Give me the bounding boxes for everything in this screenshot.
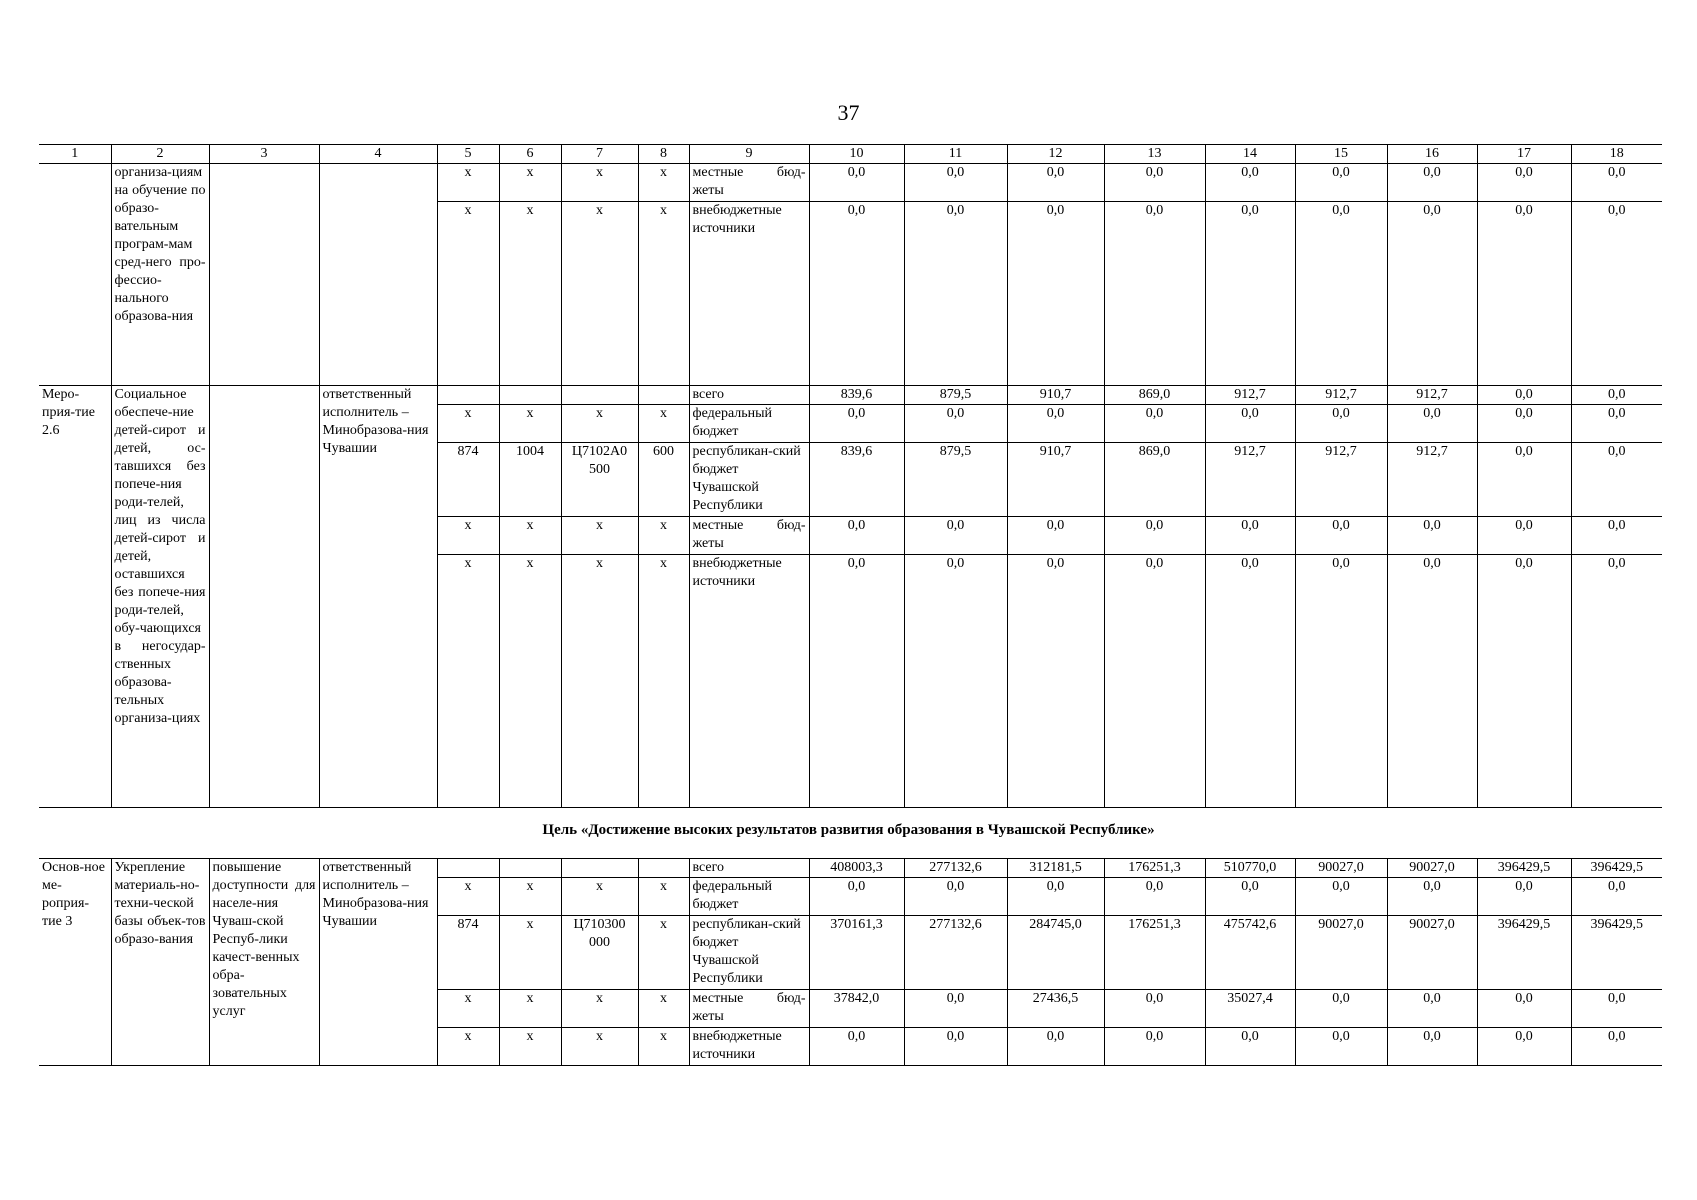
header-cell: 4 <box>319 145 437 164</box>
value-cell: 27436,5 <box>1007 990 1104 1028</box>
value-cell: 370161,3 <box>809 916 904 990</box>
value-cell: 0,0 <box>1007 1028 1104 1066</box>
value-cell: 0,0 <box>1007 405 1104 443</box>
target-article-cell: x <box>561 990 638 1028</box>
value-cell: 0,0 <box>1007 164 1104 202</box>
expense-type-cell: x <box>638 202 689 386</box>
value-cell: 0,0 <box>1477 405 1571 443</box>
page-number: 37 <box>837 100 860 125</box>
value-cell: 0,0 <box>1205 517 1295 555</box>
budget-table-bottom <box>39 858 1662 1066</box>
grbs-cell: x <box>437 555 499 808</box>
funding-source-cell: внебюджетные источники <box>689 1028 809 1066</box>
value-cell: 0,0 <box>1387 517 1477 555</box>
value-cell: 869,0 <box>1104 386 1205 405</box>
value-cell: 0,0 <box>1104 878 1205 916</box>
target-article-cell: x <box>561 555 638 808</box>
value-cell: 396429,5 <box>1571 859 1662 878</box>
value-cell: 0,0 <box>1477 1028 1571 1066</box>
value-cell: 0,0 <box>1477 202 1571 386</box>
value-cell: 0,0 <box>904 202 1007 386</box>
target-article-cell: x <box>561 517 638 555</box>
header-cell: 8 <box>638 145 689 164</box>
grbs-cell: x <box>437 1028 499 1066</box>
value-cell: 37842,0 <box>809 990 904 1028</box>
grbs-cell: x <box>437 164 499 202</box>
grbs-cell: x <box>437 878 499 916</box>
grbs-cell: 874 <box>437 443 499 517</box>
grbs-cell: x <box>437 990 499 1028</box>
table-row <box>39 386 1662 405</box>
funding-source-cell: внебюджетные источники <box>689 202 809 386</box>
header-cell: 1 <box>39 145 111 164</box>
value-cell: 277132,6 <box>904 859 1007 878</box>
target-article-cell: Ц7102А0 500 <box>561 443 638 517</box>
value-cell: 176251,3 <box>1104 916 1205 990</box>
value-cell: 0,0 <box>1205 1028 1295 1066</box>
budget-table-top <box>39 144 1662 808</box>
value-cell: 910,7 <box>1007 443 1104 517</box>
expense-type-cell: x <box>638 878 689 916</box>
value-cell: 912,7 <box>1205 386 1295 405</box>
value-cell: 0,0 <box>904 517 1007 555</box>
section-cell: x <box>499 1028 561 1066</box>
target-article-cell: x <box>561 1028 638 1066</box>
expense-type-cell: x <box>638 517 689 555</box>
target-article-cell: x <box>561 878 638 916</box>
header-cell: 18 <box>1571 145 1662 164</box>
expense-type-cell: x <box>638 990 689 1028</box>
header-cell: 5 <box>437 145 499 164</box>
executor-cell: ответственный исполнитель – Минобразова-ния Чувашии <box>319 859 437 1066</box>
header-cell: 17 <box>1477 145 1571 164</box>
value-cell: 912,7 <box>1295 386 1387 405</box>
value-cell: 90027,0 <box>1387 859 1477 878</box>
target-article-cell: x <box>561 164 638 202</box>
value-cell: 0,0 <box>1571 990 1662 1028</box>
value-cell: 0,0 <box>1477 386 1571 405</box>
value-cell: 35027,4 <box>1205 990 1295 1028</box>
funding-source-cell: местные бюд-жеты <box>689 990 809 1028</box>
value-cell: 277132,6 <box>904 916 1007 990</box>
section-cell: x <box>499 990 561 1028</box>
value-cell: 912,7 <box>1295 443 1387 517</box>
measure-name-cell: Социальное обеспече-ние детей-сирот и детей, ос-тавшихся без попече-ния роди-телей, лиц из числа детей-сирот и детей, оставшихся без попече-ния роди-телей, обу-чающихся в негосудар-ственных образова-тельных организа-циях <box>111 386 209 808</box>
value-cell: 0,0 <box>1205 405 1295 443</box>
value-cell: 0,0 <box>1295 878 1387 916</box>
value-cell: 0,0 <box>1571 405 1662 443</box>
section-cell <box>499 859 561 878</box>
measure-number-cell: Основ-ное ме-роприя-тие 3 <box>39 859 111 1066</box>
value-cell: 0,0 <box>1477 878 1571 916</box>
value-cell: 912,7 <box>1387 386 1477 405</box>
header-cell: 10 <box>809 145 904 164</box>
section-cell: x <box>499 164 561 202</box>
section-cell: 1004 <box>499 443 561 517</box>
value-cell: 0,0 <box>1477 517 1571 555</box>
value-cell: 0,0 <box>1571 386 1662 405</box>
value-cell: 0,0 <box>809 405 904 443</box>
header-cell: 2 <box>111 145 209 164</box>
value-cell: 0,0 <box>1571 443 1662 517</box>
funding-source-cell: республикан-ский бюджет Чувашской Республики <box>689 916 809 990</box>
value-cell: 408003,3 <box>809 859 904 878</box>
value-cell: 0,0 <box>904 164 1007 202</box>
value-cell: 910,7 <box>1007 386 1104 405</box>
funding-source-cell: республикан-ский бюджет Чувашской Республики <box>689 443 809 517</box>
value-cell: 0,0 <box>1205 202 1295 386</box>
expense-type-cell: x <box>638 164 689 202</box>
value-cell: 0,0 <box>904 555 1007 808</box>
value-cell: 0,0 <box>1295 405 1387 443</box>
value-cell: 0,0 <box>1387 202 1477 386</box>
value-cell: 0,0 <box>904 878 1007 916</box>
expense-type-cell: 600 <box>638 443 689 517</box>
value-cell: 0,0 <box>1571 517 1662 555</box>
value-cell: 0,0 <box>809 164 904 202</box>
expense-type-cell: x <box>638 555 689 808</box>
header-cell: 7 <box>561 145 638 164</box>
value-cell: 912,7 <box>1387 443 1477 517</box>
section-cell: x <box>499 202 561 386</box>
goal-cell <box>209 164 319 386</box>
value-cell: 0,0 <box>1104 1028 1205 1066</box>
target-article-cell: x <box>561 202 638 386</box>
target-article-cell <box>561 386 638 405</box>
value-cell: 0,0 <box>1295 164 1387 202</box>
value-cell: 0,0 <box>1571 202 1662 386</box>
value-cell: 0,0 <box>1571 878 1662 916</box>
value-cell: 0,0 <box>1571 164 1662 202</box>
goal-heading: Цель «Достижение высоких результатов развития образования в Чувашской Республике» <box>542 822 1155 838</box>
value-cell: 510770,0 <box>1205 859 1295 878</box>
value-cell: 0,0 <box>809 555 904 808</box>
goal-cell <box>209 386 319 808</box>
value-cell: 0,0 <box>1104 555 1205 808</box>
header-cell: 14 <box>1205 145 1295 164</box>
value-cell: 396429,5 <box>1571 916 1662 990</box>
value-cell: 0,0 <box>1007 555 1104 808</box>
column-number-header <box>39 145 1662 164</box>
value-cell: 0,0 <box>1477 990 1571 1028</box>
value-cell: 0,0 <box>904 1028 1007 1066</box>
grbs-cell: 874 <box>437 916 499 990</box>
value-cell: 0,0 <box>1387 555 1477 808</box>
value-cell: 284745,0 <box>1007 916 1104 990</box>
target-article-cell <box>561 859 638 878</box>
value-cell: 0,0 <box>1104 405 1205 443</box>
value-cell: 0,0 <box>904 990 1007 1028</box>
header-cell: 15 <box>1295 145 1387 164</box>
value-cell: 879,5 <box>904 386 1007 405</box>
section-cell: x <box>499 878 561 916</box>
measure-number-cell: Меро-прия-тие 2.6 <box>39 386 111 808</box>
target-article-cell: x <box>561 405 638 443</box>
value-cell: 0,0 <box>1477 443 1571 517</box>
funding-source-cell: федеральный бюджет <box>689 405 809 443</box>
col1-empty-cell <box>39 164 111 386</box>
value-cell: 0,0 <box>1571 1028 1662 1066</box>
value-cell: 0,0 <box>1477 164 1571 202</box>
value-cell: 0,0 <box>1295 990 1387 1028</box>
value-cell: 0,0 <box>904 405 1007 443</box>
value-cell: 0,0 <box>1387 405 1477 443</box>
goal-cell: повышение доступности для населе-ния Чуваш-ской Респуб-лики качест-венных обра-зовательных услуг <box>209 859 319 1066</box>
header-cell: 12 <box>1007 145 1104 164</box>
value-cell: 90027,0 <box>1387 916 1477 990</box>
value-cell: 0,0 <box>1205 555 1295 808</box>
header-cell: 9 <box>689 145 809 164</box>
value-cell: 0,0 <box>1205 164 1295 202</box>
value-cell: 0,0 <box>1387 164 1477 202</box>
funding-source-cell: местные бюд-жеты <box>689 517 809 555</box>
value-cell: 0,0 <box>809 1028 904 1066</box>
table-row <box>39 859 1662 878</box>
value-cell: 839,6 <box>809 386 904 405</box>
value-cell: 0,0 <box>809 878 904 916</box>
value-cell: 475742,6 <box>1205 916 1295 990</box>
funding-source-cell: всего <box>689 859 809 878</box>
executor-cell <box>319 164 437 386</box>
value-cell: 0,0 <box>1104 990 1205 1028</box>
expense-type-cell <box>638 859 689 878</box>
value-cell: 0,0 <box>1104 202 1205 386</box>
value-cell: 879,5 <box>904 443 1007 517</box>
value-cell: 396429,5 <box>1477 916 1571 990</box>
measure-name-cell: Укрепление материаль-но-техни-ческой базы объек-тов образо-вания <box>111 859 209 1066</box>
section-cell <box>499 386 561 405</box>
section-cell: x <box>499 555 561 808</box>
value-cell: 0,0 <box>1571 555 1662 808</box>
value-cell: 312181,5 <box>1007 859 1104 878</box>
value-cell: 0,0 <box>1205 878 1295 916</box>
executor-cell: ответственный исполнитель – Минобразова-ния Чувашии <box>319 386 437 808</box>
header-cell: 6 <box>499 145 561 164</box>
grbs-cell <box>437 859 499 878</box>
section-cell: x <box>499 916 561 990</box>
value-cell: 0,0 <box>1387 878 1477 916</box>
header-cell: 11 <box>904 145 1007 164</box>
value-cell: 0,0 <box>1007 202 1104 386</box>
value-cell: 0,0 <box>1387 1028 1477 1066</box>
grbs-cell: x <box>437 405 499 443</box>
header-cell: 16 <box>1387 145 1477 164</box>
table-row <box>39 164 1662 202</box>
expense-type-cell: x <box>638 1028 689 1066</box>
value-cell: 0,0 <box>1295 1028 1387 1066</box>
value-cell: 839,6 <box>809 443 904 517</box>
value-cell: 0,0 <box>1295 202 1387 386</box>
value-cell: 0,0 <box>809 517 904 555</box>
target-article-cell: Ц710300 000 <box>561 916 638 990</box>
value-cell: 90027,0 <box>1295 859 1387 878</box>
value-cell: 0,0 <box>1387 990 1477 1028</box>
header-cell: 3 <box>209 145 319 164</box>
value-cell: 90027,0 <box>1295 916 1387 990</box>
expense-type-cell: x <box>638 405 689 443</box>
value-cell: 396429,5 <box>1477 859 1571 878</box>
value-cell: 0,0 <box>1007 878 1104 916</box>
section-cell: x <box>499 517 561 555</box>
value-cell: 0,0 <box>809 202 904 386</box>
value-cell: 0,0 <box>1295 517 1387 555</box>
value-cell: 0,0 <box>1477 555 1571 808</box>
funding-source-cell: всего <box>689 386 809 405</box>
value-cell: 869,0 <box>1104 443 1205 517</box>
value-cell: 0,0 <box>1104 164 1205 202</box>
value-cell: 912,7 <box>1205 443 1295 517</box>
funding-source-cell: федеральный бюджет <box>689 878 809 916</box>
value-cell: 0,0 <box>1007 517 1104 555</box>
grbs-cell: x <box>437 517 499 555</box>
value-cell: 0,0 <box>1104 517 1205 555</box>
value-cell: 0,0 <box>1295 555 1387 808</box>
grbs-cell: x <box>437 202 499 386</box>
header-cell: 13 <box>1104 145 1205 164</box>
measure-name-cell: организа-циям на обучение по образо-вательным програм-мам сред-него про-фессио-нального образова-ния <box>111 164 209 386</box>
funding-source-cell: местные бюд-жеты <box>689 164 809 202</box>
expense-type-cell <box>638 386 689 405</box>
expense-type-cell: x <box>638 916 689 990</box>
value-cell: 176251,3 <box>1104 859 1205 878</box>
grbs-cell <box>437 386 499 405</box>
funding-source-cell: внебюджетные источники <box>689 555 809 808</box>
section-cell: x <box>499 405 561 443</box>
